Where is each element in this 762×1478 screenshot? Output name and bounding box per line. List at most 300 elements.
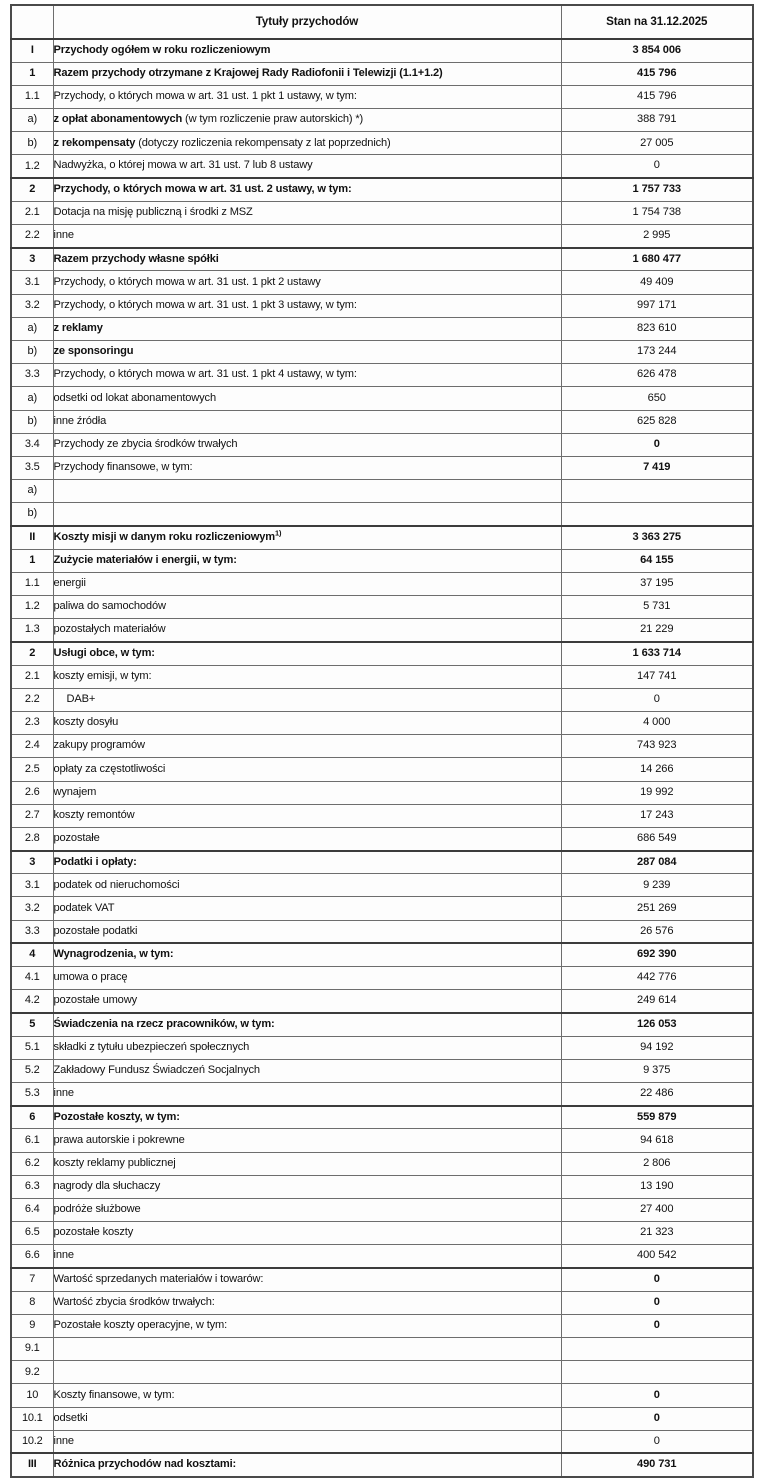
header-row: [11, 5, 753, 39]
row-title: [53, 340, 561, 363]
row-title-text: Świadczenia na rzecz pracowników, w tym:: [53, 1017, 275, 1030]
table-row: [11, 248, 753, 271]
table-row: [11, 1268, 753, 1291]
row-code: 1: [11, 549, 53, 572]
row-title-text: inne: [53, 229, 74, 242]
table-row: [11, 920, 753, 943]
row-value: 4 000: [561, 711, 753, 734]
column-header-code: [11, 5, 53, 39]
row-title: [53, 874, 561, 897]
row-title-text: Zużycie materiałów i energii, w tym:: [53, 553, 237, 566]
row-code: 2.8: [11, 827, 53, 850]
table-row: [11, 132, 753, 155]
row-title: [53, 1198, 561, 1221]
row-title-text: Wartość zbycia środków trwałych:: [53, 1295, 215, 1308]
row-title-text: podróże służbowe: [53, 1203, 141, 1216]
row-code: 3.3: [11, 920, 53, 943]
row-title: [53, 201, 561, 224]
table-row: [11, 1082, 753, 1105]
row-title: [53, 967, 561, 990]
row-code: 3.1: [11, 271, 53, 294]
row-value: 650: [561, 387, 753, 410]
row-value: [561, 480, 753, 503]
table-row: [11, 271, 753, 294]
row-title: [53, 248, 561, 271]
row-title: [53, 1338, 561, 1361]
row-title: [53, 1106, 561, 1129]
row-value: 64 155: [561, 549, 753, 572]
row-title: [53, 572, 561, 595]
row-title: [53, 920, 561, 943]
row-code: 3: [11, 248, 53, 271]
row-value: 0: [561, 1268, 753, 1291]
row-title: [53, 1129, 561, 1152]
table-row: [11, 665, 753, 688]
row-value: 287 084: [561, 851, 753, 874]
row-code: 5: [11, 1013, 53, 1036]
table-row: [11, 1013, 753, 1036]
row-title: [53, 688, 561, 711]
table-row: [11, 827, 753, 850]
row-title: [53, 851, 561, 874]
row-title: [53, 1245, 561, 1268]
row-code: 10: [11, 1384, 53, 1407]
row-title-text: podatek od nieruchomości: [53, 878, 180, 891]
row-value: 686 549: [561, 827, 753, 850]
table-row: [11, 1384, 753, 1407]
table-row: [11, 804, 753, 827]
row-value: 21 229: [561, 619, 753, 642]
row-value: 251 269: [561, 897, 753, 920]
row-title-text: Koszty misji w danym roku rozliczeniowym: [53, 530, 275, 543]
row-title-text: inne źródła: [53, 414, 107, 427]
row-value: 0: [561, 1407, 753, 1430]
row-title-text: Pozostałe koszty operacyjne, w tym:: [53, 1319, 228, 1332]
row-title-note: (dotyczy rozliczenia rekompensaty z lat poprzednich): [135, 136, 391, 149]
row-code: 4.2: [11, 990, 53, 1013]
row-value: 0: [561, 1430, 753, 1453]
row-code: 5.1: [11, 1036, 53, 1059]
row-code: 9.2: [11, 1361, 53, 1384]
row-value: 126 053: [561, 1013, 753, 1036]
row-title-text: zakupy programów: [53, 739, 145, 752]
row-title-text: Razem przychody otrzymane z Krajowej Rady Radiofonii i Telewizji (1.1+1.2): [53, 66, 443, 79]
row-title-text: Przychody ze zbycia środków trwałych: [53, 437, 238, 450]
row-code: II: [11, 526, 53, 549]
column-header-value: Stan na 31.12.2025: [561, 5, 753, 39]
row-code: 2.2: [11, 688, 53, 711]
table-row: [11, 480, 753, 503]
row-title-text: Przychody finansowe, w tym:: [53, 461, 193, 474]
table-row: [11, 1453, 753, 1476]
table-row: [11, 225, 753, 248]
row-title: [53, 317, 561, 340]
table-row: [11, 1430, 753, 1453]
row-value: 7 419: [561, 456, 753, 479]
table-row: [11, 201, 753, 224]
row-value: [561, 1338, 753, 1361]
row-title-text: składki z tytułu ubezpieczeń społecznych: [53, 1040, 250, 1053]
row-title: [53, 294, 561, 317]
row-value: 400 542: [561, 1245, 753, 1268]
row-title-text: koszty remontów: [53, 808, 135, 821]
row-title: [53, 364, 561, 387]
row-title-text: Podatki i opłaty:: [53, 855, 137, 868]
row-code: 4: [11, 943, 53, 966]
row-title: [53, 827, 561, 850]
table-row: [11, 596, 753, 619]
row-code: 2.5: [11, 758, 53, 781]
row-title: [53, 711, 561, 734]
row-code: 6.2: [11, 1152, 53, 1175]
row-title-strong: ze sponsoringu: [53, 345, 134, 358]
table-row: [11, 1036, 753, 1059]
row-title: [53, 1152, 561, 1175]
row-title-text: Dotacja na misję publiczną i środki z MSZ: [53, 206, 253, 219]
row-code: 6.6: [11, 1245, 53, 1268]
row-value: 442 776: [561, 967, 753, 990]
row-value: 9 375: [561, 1059, 753, 1082]
row-title-note: (w tym rozliczenie praw autorskich) *): [182, 113, 364, 126]
row-title-text: paliwa do samochodów: [53, 600, 166, 613]
row-value: 49 409: [561, 271, 753, 294]
table-row: [11, 967, 753, 990]
row-value: 13 190: [561, 1175, 753, 1198]
row-title: [53, 387, 561, 410]
table-row: [11, 990, 753, 1013]
table-row: [11, 572, 753, 595]
row-title-text: Przychody, o których mowa w art. 31 ust. 1 pkt 4 ustawy, w tym:: [53, 368, 357, 381]
row-code: 4.1: [11, 967, 53, 990]
row-title-text: odsetki: [53, 1411, 88, 1424]
row-value: 1 633 714: [561, 642, 753, 665]
row-title-text: odsetki od lokat abonamentowych: [53, 391, 216, 404]
row-code: 3.3: [11, 364, 53, 387]
row-value: 173 244: [561, 340, 753, 363]
row-code: 2: [11, 642, 53, 665]
row-code: 1.3: [11, 619, 53, 642]
row-code: 10.2: [11, 1430, 53, 1453]
row-title: [53, 1059, 561, 1082]
row-title-text: podatek VAT: [53, 901, 115, 914]
row-code: 5.3: [11, 1082, 53, 1105]
row-value: 3 854 006: [561, 39, 753, 62]
row-title-text: inne: [53, 1434, 74, 1447]
row-code: 6.1: [11, 1129, 53, 1152]
row-code: I: [11, 39, 53, 62]
row-code: 8: [11, 1291, 53, 1314]
row-title: [53, 1314, 561, 1337]
row-code: 6.5: [11, 1222, 53, 1245]
row-title: [53, 1268, 561, 1291]
row-title: [53, 1082, 561, 1105]
row-title: [53, 897, 561, 920]
table-row: [11, 758, 753, 781]
table-row: [11, 433, 753, 456]
row-value: 0: [561, 433, 753, 456]
row-code: a): [11, 387, 53, 410]
table-row: [11, 1361, 753, 1384]
row-title: [53, 1036, 561, 1059]
row-code: 2.7: [11, 804, 53, 827]
table-row: [11, 178, 753, 201]
table-row: [11, 39, 753, 62]
row-code: b): [11, 132, 53, 155]
row-title: [53, 1361, 561, 1384]
row-value: 1 680 477: [561, 248, 753, 271]
table-row: [11, 387, 753, 410]
row-title-text: Przychody ogółem w roku rozliczeniowym: [53, 44, 271, 57]
row-code: 2.1: [11, 665, 53, 688]
row-title: [53, 665, 561, 688]
row-code: 2.2: [11, 225, 53, 248]
row-value: 626 478: [561, 364, 753, 387]
row-title: [53, 39, 561, 62]
row-value: 0: [561, 1384, 753, 1407]
row-value: 21 323: [561, 1222, 753, 1245]
table-row: [11, 1129, 753, 1152]
table-row: [11, 109, 753, 132]
footnote-marker: 1): [274, 528, 282, 538]
row-title-text: pozostałe koszty: [53, 1226, 134, 1239]
row-value: 94 618: [561, 1129, 753, 1152]
row-title: [53, 526, 561, 549]
row-code: 6: [11, 1106, 53, 1129]
row-code: 3.2: [11, 897, 53, 920]
table-body: [11, 39, 753, 1477]
row-title: [53, 642, 561, 665]
row-title-text: pozostałe: [53, 831, 100, 844]
row-title: [53, 804, 561, 827]
table-row: [11, 549, 753, 572]
row-title-text: wynajem: [53, 785, 97, 798]
row-title-text: DAB+: [66, 693, 96, 706]
row-value: 249 614: [561, 990, 753, 1013]
row-title: [53, 225, 561, 248]
row-title-text: Wartość sprzedanych materiałów i towarów:: [53, 1272, 264, 1285]
row-value: 17 243: [561, 804, 753, 827]
row-title-text: Przychody, o których mowa w art. 31 ust. 1 pkt 1 ustawy, w tym:: [53, 90, 357, 103]
table-row: [11, 85, 753, 108]
row-title: [53, 178, 561, 201]
row-code: 1.2: [11, 155, 53, 178]
row-title: [53, 1291, 561, 1314]
row-title-text: opłaty za częstotliwości: [53, 762, 166, 775]
table-row: [11, 364, 753, 387]
row-code: 1.1: [11, 85, 53, 108]
row-title-text: Przychody, o których mowa w art. 31 ust. 1 pkt 2 ustawy: [53, 275, 321, 288]
row-value: 2 995: [561, 225, 753, 248]
row-title-strong: z reklamy: [53, 322, 103, 335]
row-value: 14 266: [561, 758, 753, 781]
row-code: 7: [11, 1268, 53, 1291]
row-value: 1 757 733: [561, 178, 753, 201]
row-value: 27 005: [561, 132, 753, 155]
table-row: [11, 1291, 753, 1314]
row-value: 1 754 738: [561, 201, 753, 224]
table-row: [11, 688, 753, 711]
row-title: [53, 735, 561, 758]
row-title-text: pozostałe podatki: [53, 924, 138, 937]
row-value: 22 486: [561, 1082, 753, 1105]
row-title-text: prawa autorskie i pokrewne: [53, 1133, 185, 1146]
table-row: [11, 1059, 753, 1082]
row-value: 19 992: [561, 781, 753, 804]
row-value: 625 828: [561, 410, 753, 433]
row-title: [53, 155, 561, 178]
row-title: [53, 990, 561, 1013]
row-value: 5 731: [561, 596, 753, 619]
row-value: 94 192: [561, 1036, 753, 1059]
row-title: [53, 1222, 561, 1245]
row-value: [561, 1361, 753, 1384]
row-title: [53, 271, 561, 294]
row-title-text: inne: [53, 1249, 74, 1262]
row-value: 0: [561, 155, 753, 178]
row-code: b): [11, 410, 53, 433]
table-row: [11, 1175, 753, 1198]
row-title: [53, 1430, 561, 1453]
row-value: 26 576: [561, 920, 753, 943]
row-code: a): [11, 317, 53, 340]
row-code: 5.2: [11, 1059, 53, 1082]
table-row: [11, 317, 753, 340]
table-row: [11, 503, 753, 526]
row-title-text: Przychody, o których mowa w art. 31 ust. 1 pkt 3 ustawy, w tym:: [53, 298, 357, 311]
table-row: [11, 1152, 753, 1175]
table-row: [11, 410, 753, 433]
row-value: 997 171: [561, 294, 753, 317]
row-title: [53, 596, 561, 619]
row-title-text: Pozostałe koszty, w tym:: [53, 1110, 180, 1123]
row-title: [53, 480, 561, 503]
row-title-text: Wynagrodzenia, w tym:: [53, 948, 174, 961]
table-row: [11, 1245, 753, 1268]
table-row: [11, 1198, 753, 1221]
row-title: [53, 109, 561, 132]
row-code: 9: [11, 1314, 53, 1337]
row-title-text: pozostałych materiałów: [53, 623, 166, 636]
table-row: [11, 642, 753, 665]
row-value: 823 610: [561, 317, 753, 340]
row-code: 3.2: [11, 294, 53, 317]
table-row: [11, 1314, 753, 1337]
row-code: 2.1: [11, 201, 53, 224]
row-title: [53, 781, 561, 804]
row-value: 559 879: [561, 1106, 753, 1129]
financial-statement-table: [10, 4, 754, 1478]
row-value: 3 363 275: [561, 526, 753, 549]
table-row: [11, 735, 753, 758]
row-value: 743 923: [561, 735, 753, 758]
row-title: [53, 943, 561, 966]
row-value: 2 806: [561, 1152, 753, 1175]
row-code: b): [11, 340, 53, 363]
row-title-text: Zakładowy Fundusz Świadczeń Socjalnych: [53, 1064, 260, 1077]
table-row: [11, 456, 753, 479]
table-row: [11, 851, 753, 874]
table-row: [11, 526, 753, 549]
row-value: 9 239: [561, 874, 753, 897]
row-code: 6.4: [11, 1198, 53, 1221]
row-title: [53, 1175, 561, 1198]
row-title: [53, 1407, 561, 1430]
table-header: [11, 5, 753, 39]
row-title-text: pozostałe umowy: [53, 994, 137, 1007]
row-value: 692 390: [561, 943, 753, 966]
row-code: a): [11, 480, 53, 503]
row-title: [53, 456, 561, 479]
row-code: 3.5: [11, 456, 53, 479]
row-code: 3: [11, 851, 53, 874]
row-code: 2.6: [11, 781, 53, 804]
row-value: 0: [561, 1291, 753, 1314]
row-value: 37 195: [561, 572, 753, 595]
row-title-text: koszty dosyłu: [53, 716, 119, 729]
row-value: 27 400: [561, 1198, 753, 1221]
table-row: [11, 711, 753, 734]
row-code: 3.4: [11, 433, 53, 456]
row-title: [53, 85, 561, 108]
row-title-strong: z rekompensaty: [53, 136, 136, 149]
row-code: 2.3: [11, 711, 53, 734]
table-row: [11, 1106, 753, 1129]
row-value: 0: [561, 1314, 753, 1337]
row-code: 10.1: [11, 1407, 53, 1430]
row-title-text: energii: [53, 577, 86, 590]
row-title-text: Nadwyżka, o której mowa w art. 31 ust. 7 lub 8 ustawy: [53, 159, 313, 172]
row-title: [53, 549, 561, 572]
row-code: 2.4: [11, 735, 53, 758]
column-header-title: Tytuły przychodów: [53, 5, 561, 39]
row-code: 3.1: [11, 874, 53, 897]
row-title-text: koszty emisji, w tym:: [53, 669, 152, 682]
row-title-text: Razem przychody własne spółki: [53, 252, 219, 265]
table-row: [11, 781, 753, 804]
table-row: [11, 1338, 753, 1361]
table-row: [11, 62, 753, 85]
row-title: [53, 1013, 561, 1036]
table-row: [11, 340, 753, 363]
row-value: 147 741: [561, 665, 753, 688]
row-code: 1.1: [11, 572, 53, 595]
table-row: [11, 874, 753, 897]
row-value: 415 796: [561, 85, 753, 108]
row-title-text: nagrody dla słuchaczy: [53, 1179, 161, 1192]
row-title: [53, 619, 561, 642]
table-row: [11, 294, 753, 317]
row-title: [53, 1384, 561, 1407]
row-value: 415 796: [561, 62, 753, 85]
table-row: [11, 619, 753, 642]
row-value: 0: [561, 688, 753, 711]
row-title-text: Różnica przychodów nad kosztami:: [53, 1458, 237, 1471]
row-title-text: koszty reklamy publicznej: [53, 1156, 176, 1169]
table-row: [11, 943, 753, 966]
row-code: 2: [11, 178, 53, 201]
row-code: 6.3: [11, 1175, 53, 1198]
row-title: [53, 1453, 561, 1476]
table-row: [11, 897, 753, 920]
row-title-text: Usługi obce, w tym:: [53, 646, 155, 659]
row-code: III: [11, 1453, 53, 1476]
row-code: 9.1: [11, 1338, 53, 1361]
row-title: [53, 410, 561, 433]
row-code: a): [11, 109, 53, 132]
table-row: [11, 1222, 753, 1245]
row-value: 388 791: [561, 109, 753, 132]
table-row: [11, 1407, 753, 1430]
